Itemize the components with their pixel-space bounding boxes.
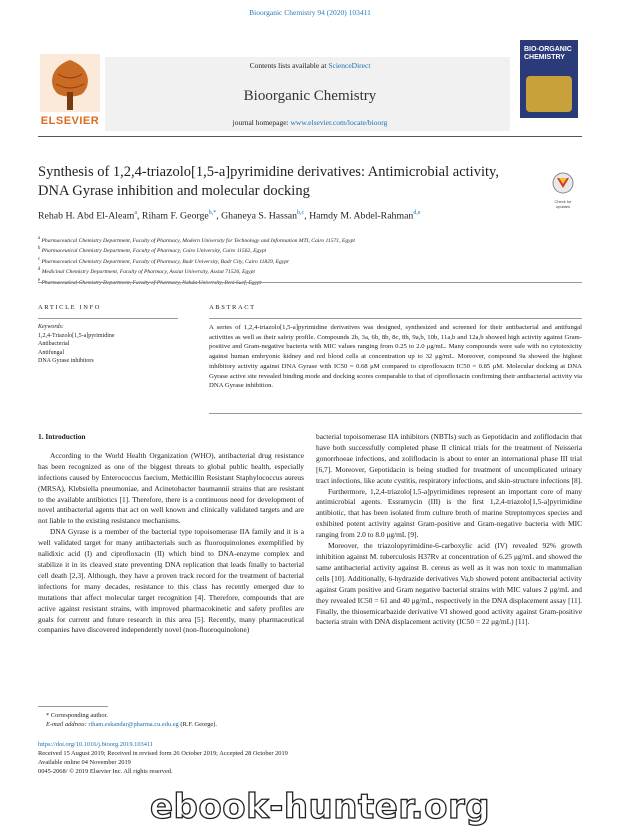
body-column-left	[38, 432, 304, 636]
affiliation-item	[38, 256, 578, 266]
contents-prefix: Contents lists available at	[249, 61, 329, 70]
keyword-item: Antibacterial	[38, 341, 70, 348]
affiliation-text: Pharmaceutical Chemistry Department, Faculty of Pharmacy, Nahda University, Beni Suef, Egypt	[40, 279, 262, 286]
body-paragraph: Furthermore, 1,2,4-triazolo[1,5-a]pyrimidines represent an important core of many antimicrobial agents. Essramycin (III) is the first 1,2,4-triazolo[1,5-a]pyrimidine antibiotic, that has been isolated from culture broth of marine Streptomyces species and exhibited potent activity against Gram-positive and Gram-negative bacteria with MIC ranging from 2.0 to 8.0 μg/mL [9].	[316, 486, 582, 540]
affiliation-marker: c	[38, 256, 41, 262]
affiliation-item	[38, 245, 578, 255]
keyword-item: Antifungal	[38, 349, 64, 356]
body-paragraph: According to the World Health Organization (WHO), antibacterial drug resistance has been recognized as one of the biggest threats to global public health, especially infections caused by Enterococcus faecium, Methicillin Resistant Staphylococcus aureus (MRSA), Klebsiella pneumoniae, and Acinetobacter baumannii strains that are resistant to the available antibiotics [1]. Therefore, there is a continuous need for development of novel antibacterial agents that act on well known and clinically validated targets and are not liable to the existing resistance mechanisms.	[38, 450, 304, 526]
doi-link[interactable]: https://doi.org/10.1016/j.bioorg.2019.103411	[38, 741, 154, 748]
email-label: E-mail address:	[46, 721, 89, 728]
received-dates: Received 15 August 2019; Received in revised form 26 October 2019; Accepted 28 October 2019	[38, 750, 288, 758]
cover-art	[526, 76, 572, 112]
author-affiliation-marker[interactable]: d,e	[413, 210, 421, 216]
affiliation-text: Medicinal Chemistry Department, Faculty of Pharmacy, Assiut University, Assiut 71526, Egypt	[40, 269, 255, 276]
affiliation-marker: a	[38, 236, 41, 241]
introduction-heading: 1. Introduction	[38, 432, 86, 441]
online-date: Available online 04 November 2019	[38, 759, 131, 767]
author-name[interactable]: Rehab H. Abd El-Aleam	[38, 210, 135, 222]
journal-cover[interactable]	[520, 40, 578, 118]
journal-name: Bioorganic Chemistry	[243, 88, 377, 104]
footnote-rule	[38, 706, 108, 707]
check-updates-icon	[548, 172, 578, 194]
author-affiliation-marker[interactable]: b,c	[297, 210, 305, 216]
body-paragraph: bacterial topoisomerase IIA inhibitors (NBTIs) such as Gepotidacin and zoliflodacin that have both successfully completed phase II clinical trials for the treatment of Neisseria gonorrhoeae infections, and zoliflodacin is about to enter an international phase III trial [6,7]. Moreover, Gepotidacin is being studied for treatment of uncomplicated urinary tract infections, like acute cystitis, respiratory infections, and skin-structure infections [8].	[316, 432, 582, 485]
journal-reference[interactable]: Bioorganic Chemistry 94 (2020) 103411	[249, 8, 371, 17]
affiliation-marker: b	[38, 246, 41, 252]
author-name[interactable]: Hamdy M. Abdel-Rahman	[309, 210, 414, 222]
watermark-text: ebook-hunter.org	[150, 787, 491, 827]
author-name[interactable]: Ghaneya S. Hassan	[221, 210, 298, 222]
footnotes	[38, 711, 338, 729]
affiliation-marker: d	[38, 267, 41, 273]
homepage-prefix: journal homepage:	[232, 118, 291, 127]
contents-line	[140, 61, 480, 70]
badge-label: Check for updates	[554, 199, 572, 209]
keywords-label: Keywords:	[38, 324, 64, 330]
affiliation-text: Pharmaceutical Chemistry Department, Faculty of Pharmacy, Cairo University, Cairo 11562, Egypt	[40, 248, 267, 255]
publisher-name: ELSEVIER	[40, 115, 100, 127]
check-for-updates-badge[interactable]	[548, 172, 578, 209]
author-affiliation-marker[interactable]: b,*	[208, 210, 217, 216]
bibliographic-info	[38, 740, 378, 776]
body-paragraph: DNA Gyrase is a member of the bacterial type topoisomerase IIA family and it is a well validated target for many antibacterials such as fluoroquinolones exemplified by nalidixic acid (I) and ciprofloxacin (II) which bind to DNA-enzyme complex and stabilize it in its cleaved state preventing DNA replication that leads finally to bacterial cell death [2,3]. Although, they have a proven track record for the treatment of bacterial infections for many decades, resistance to this class has recently emerged due to mutations that affect molecular target recognition [4]. Therefore, compounds that are active against resistant strains, with improved pharmacokinetic and safety profiles are goals for current and future research in this area [5]. Recently, many pharmaceutical companies have discovered independently novel (non-fluoroquinolone)	[38, 527, 304, 635]
sciencedirect-link[interactable]: ScienceDirect	[328, 61, 371, 70]
header-rule	[38, 136, 582, 137]
author-name[interactable]: Riham F. George	[141, 210, 209, 222]
article-info-heading: ARTICLE INFO	[38, 304, 102, 311]
body-paragraph: Moreover, the triazolopyrimidine-6-carboxylic acid (IV) revealed 92% growth inhibition against M. tuberculosis H37Rv at concentration of 6.25 μg/mL and showed the same antibacterial activity against B. cereus as well as it was non toxic to mammalian cells [10]. Additionally, 6-hydrazide derivatives Va,b showed potent antibacterial activity against Gram positive and Gram negative bacterial strains with MIC values 2 μg/mL and they revealed IC50 = 61 and 40 μg/mL, respectively in the DNA displacement assay [11]. Finally, the thiosemicarbazide derivative VI showed good activity against Gram-positive bacteria strain with DNA displacement activity (IC50 = 22 μg/mL) [11].	[316, 541, 582, 627]
article-title: Synthesis of 1,2,4-triazolo[1,5-a]pyrimidine derivatives: Antimicrobial activity, DNA Gyrase inhibition and molecular docking	[38, 164, 499, 199]
corresponding-author-note: * Corresponding author.	[46, 712, 108, 719]
affiliation-text: Pharmaceutical Chemistry Department, Faculty of Pharmacy, Modern University for Technology and Information MTI, Cairo 11571, Egypt	[40, 237, 355, 244]
homepage-line	[140, 118, 480, 127]
author-list: Rehab H. Abd El-Aleam$^a$, Riham F. George$^{b,*}$, Ghaneya S. Hassan$^{b,c}$, Hamdy M. Abdel-Rahman$^{d,e}$	[38, 210, 421, 222]
homepage-link[interactable]: www.elsevier.com/locate/bioorg	[290, 118, 388, 127]
abstract-text: A series of 1,2,4-triazolo[1,5-a]pyrimidine derivatives was designed, synthesized and screened for their antibacterial and antifungal activities as well as their safety profile. Compounds 2b, 3a, 6b, 8b, 8c, 8h, 9a,b, 10b, 11a,b and 12a,b showed high activity against Gram-positive and Gram-negative bacteria with MIC values ranging from 0.25 to 2.0 μg/mL. Many compounds were safe with no cytotoxicity against human embryonic kidney and red blood cells at concentration up to 32 μg/mL. Moreover, compound 9a showed the highest inhibitory activity against DNA Gyrase with IC50 = 0.68 μM compared to ciprofloxacin IC50 = 0.85 μM. Molecular docking at DNA Gyrase active site revealed binding mode and docking scores comparable to that of ciprofloxacin confirming their antibacterial activity via DNA Gyrase inhibition.	[209, 324, 582, 390]
email-link[interactable]: riham.eskandar@pharma.cu.edu.eg	[88, 721, 179, 728]
affiliation-list	[38, 235, 578, 287]
abstract-rule	[209, 318, 582, 319]
keyword-item: 1,2,4-Triazolo[1,5-a]pyrimidine	[38, 332, 115, 339]
elsevier-logo	[38, 52, 102, 132]
email-suffix: (R.F. George).	[178, 721, 217, 728]
keywords-block	[38, 323, 198, 366]
copyright-line: 0045-2068/ © 2019 Elsevier Inc. All rights reserved.	[38, 768, 173, 776]
email-note	[38, 720, 338, 729]
affiliation-item	[38, 235, 578, 245]
keyword-item: DNA Gyrase inhibitors	[38, 358, 94, 365]
abstract-heading: ABSTRACT	[209, 304, 256, 311]
author-affiliation-marker[interactable]: a	[134, 210, 137, 216]
body-column-right	[316, 432, 582, 628]
affiliation-text: Pharmaceutical Chemistry Department, Faculty of Pharmacy, Badr University, Badr City, Cairo 11829, Egypt	[40, 258, 289, 265]
cover-title: BIO-ORGANIC CHEMISTRY	[524, 46, 572, 61]
affiliation-marker: e	[38, 277, 41, 283]
section-rule	[38, 282, 582, 283]
affiliation-item	[38, 266, 578, 276]
abstract-end-rule	[209, 413, 582, 414]
article-info-rule	[38, 318, 178, 319]
